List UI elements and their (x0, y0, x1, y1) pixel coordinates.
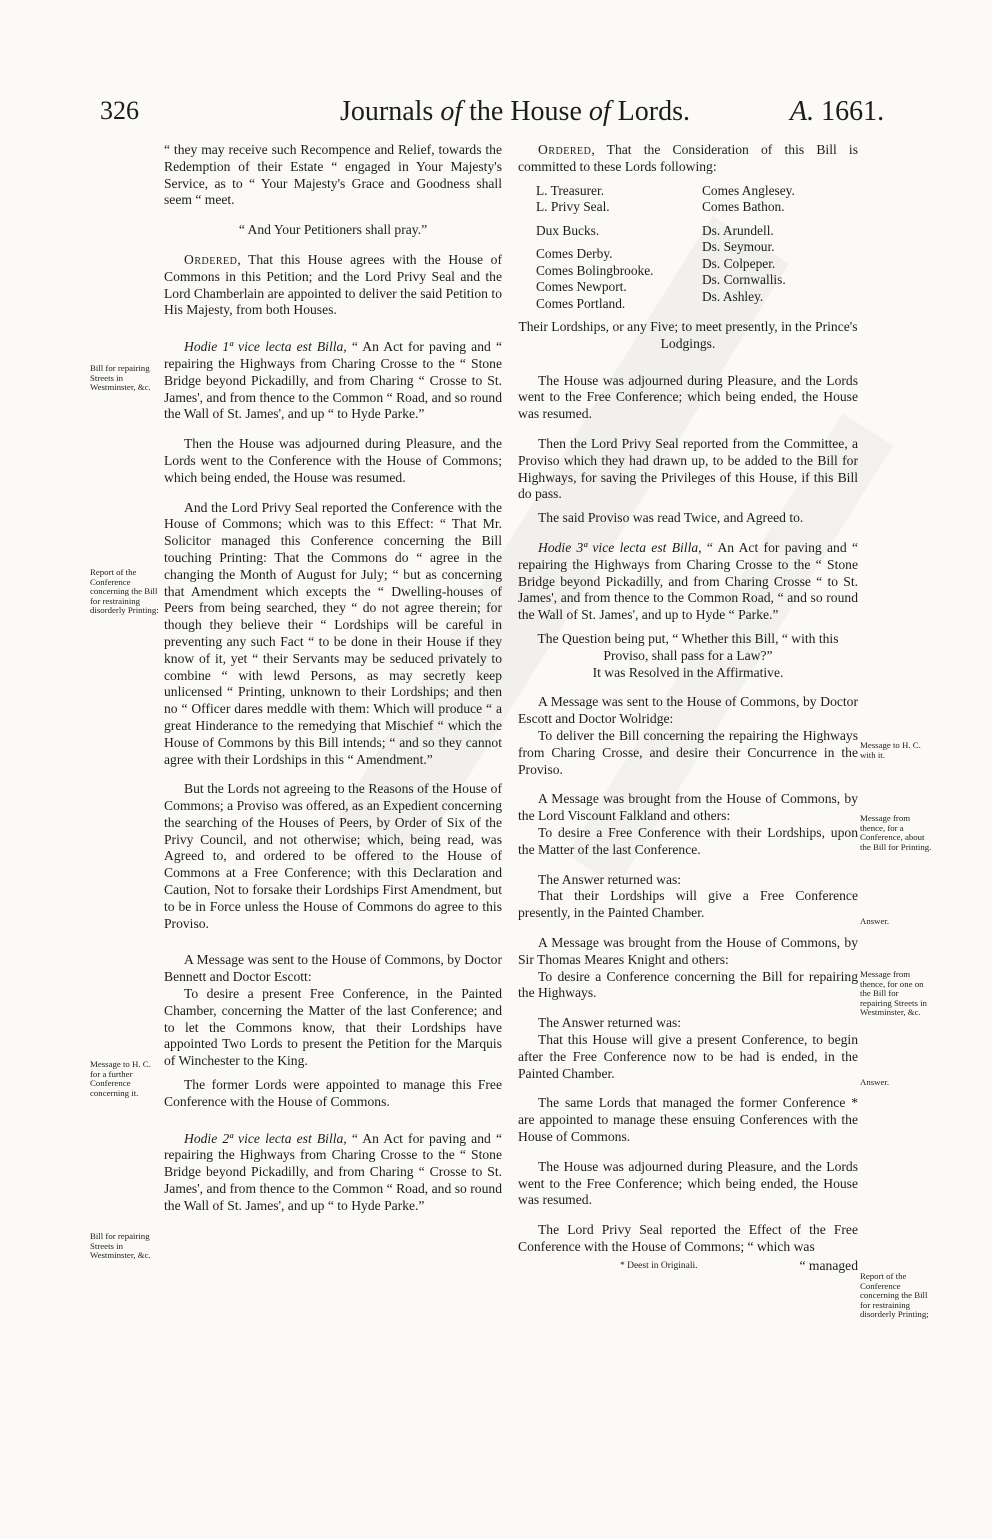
margin-note-bill-streets-2: Bill for repairing Streets in Westminster, &c. (90, 1231, 151, 1261)
former-lords: The former Lords were appointed to manage this Free Conference with the House of Commons. (164, 1077, 502, 1109)
message-content: To desire a present Free Conference, in the Painted Chamber, concerning the Matter of the last Conference; and to let the Commons know, that their Lordships have appointed Two Lords to present the Petition for the Marquis of Winchester to the King. (164, 986, 502, 1069)
question-put: The Question being put, “ Whether this Bill, “ with this Proviso, shall pass for a Law?” (537, 631, 839, 663)
conference-report: And the Lord Privy Seal reported the Conference with the House of Commons; which was to this Effect: “ That Mr. Solicitor managed this Conference concerning the Bill touching Printing: That the Commons do “ agree in the changing the Month of August for July; “ but as concerning that Amendment which excepts the “ Dwelling-houses of Peers from being searched, they “ do not agree therein; for though they believe their “ Lordships will be careful in preventing any such Fact “ to be done in their House if they know of it, yet “ their Servants may be seduced privately to combine “ with lewd Persons, as may secretly keep unlicensed “ Printing, unknown to their Lordships; and then no “ Officer dares meddle with them: Which will produce “ a great Hinderance to the remedying that Mischief “ which the House of Commons by this Bill intends; “ and so they cannot agree with their Lordships in this “ Amendment.” (164, 499, 502, 767)
report-effect: The Lord Privy Seal reported the Effect of the Free Conference with the House of Commons; “ which was (518, 1222, 858, 1254)
margin-note-answer-1: Answer. (860, 916, 890, 926)
answer-1: That their Lordships will give a Free Conference presently, in the Painted Chamber. (518, 888, 858, 921)
adjourned-free-conference: The House was adjourned during Pleasure, and the Lords went to the Free Conference; which being ended, the House was resumed. (518, 372, 858, 422)
running-title: Journals of the House of Lords. (340, 96, 690, 127)
desire-free-conference: To desire a Free Conference with their Lordships, upon the Matter of the last Conference. (518, 825, 858, 857)
desire-conference: To desire a Conference concerning the Bill for repairing the Highways. (518, 968, 858, 1001)
year: A. 1661. (790, 96, 885, 127)
running-header (0, 96, 992, 136)
lords-meet: Their Lordships, or any Five; to meet presently, in the Prince's Lodgings. (518, 319, 858, 351)
committee-proviso: Then the Lord Privy Seal reported from the Committee, a Proviso which they had drawn up, to be added to the Bill for Highways, for saving the Privileges of this House, if this Bill do pass. (518, 436, 858, 502)
lords-list-1: L. Treasurer. L. Privy Seal. Dux Bucks. Comes Derby. Comes Bolingbrooke. Comes Newport. Comes Portland. (536, 182, 654, 311)
bill-second-reading: Hodie 2ª vice lecta est Billa, “ An Act for paving and “ repairing the Highways from Charing Crosse to the “ Stone Bridge beyond Pickadilly, and from Charing “ Crosse to St. James', and from thence to the Common “ Road, and so round the Wall of St. James', and up “ to Hyde Parke.” (164, 1130, 502, 1213)
order-committee: Ordered, That the Consideration of this Bill is committed to these Lords following: (518, 142, 858, 174)
margin-note-message-printing: Message from thence, for a Conference, about the Bill for Printing. (860, 813, 932, 852)
message-escott: A Message was sent to the House of Commons, by Doctor Escott and Doctor Wolridge: (518, 694, 858, 727)
right-column (518, 142, 858, 1275)
proviso-agreed: The said Proviso was read Twice, and Agreed to. (538, 510, 804, 526)
lords-list-2: Comes Anglesey. Comes Bathon. Ds. Arundell. Ds. Seymour. Ds. Colpeper. Ds. Cornwallis. Ds. Ashley. (702, 182, 795, 304)
margin-note-report-printing-2: Report of the Conference concerning the Bill for restraining disorderly Printing; (860, 1271, 929, 1320)
order-petition: Ordered, That this House agrees with the House of Commons in this Petition; and the Lord Privy Seal and the Lord Chamberlain are appointed to deliver the said Petition to His Majesty, from both Houses. (164, 251, 502, 318)
resolved: It was Resolved in the Affirmative. (592, 664, 784, 680)
page-number: 326 (100, 96, 139, 125)
petition-pray: “ And Your Petitioners shall pray.” (238, 222, 428, 238)
answer-2: That this House will give a present Conference, to begin after the Free Conference now to be had is ended, in the Painted Chamber. (518, 1031, 858, 1081)
message-commons: A Message was sent to the House of Commons, by Doctor Bennett and Doctor Escott: (164, 952, 502, 985)
catchword: “ managed (799, 1257, 858, 1273)
margin-note-message-streets: Message from thence, for one on the Bill for repairing Streets in Westminster, &c. (860, 969, 927, 1018)
adjourned-paragraph: Then the House was adjourned during Pleasure, and the Lords went to the Conference with the House of Commons; which being ended, the House was resumed. (164, 436, 502, 485)
same-lords: The same Lords that managed the former Conference * are appointed to manage these ensuing Conferences with the House of Commons. (518, 1095, 858, 1144)
margin-note-message-further: Message to H. C. for a further Conference concerning it. (90, 1059, 151, 1098)
bill-third-reading: Hodie 3ª vice lecta est Billa, “ An Act for paving and “ repairing the Highways from Charing Crosse to the “ Stone Bridge beyond Pickadilly, and from Charing Crosse “ to St. James', and from thence to the Common Road, “ and so round the Wall of St. James', and up to Hyde “ Parke.” (518, 540, 858, 623)
adjourned-again: The House was adjourned during Pleasure, and the Lords went to the Free Conference; which being ended, the House was resumed. (518, 1158, 858, 1208)
proviso-paragraph: But the Lords not agreeing to the Reasons of the House of Commons; a Proviso was offered, as an Expedient concerning the searching of the Houses of Peers, by Order of Six of the Privy Council, and not otherwise; which, being read, was Agreed to, and ordered to be offered to the House of Commons at a Free Conference; with this Declaration and Caution, Not to forsake their Lordships First Amendment, but to be in Force unless the House of Commons do agree to this Proviso. (164, 781, 502, 931)
margin-note-report-printing: Report of the Conference concerning the Bill for restraining disorderly Printing: (90, 567, 159, 616)
message-meares: A Message was brought from the House of Commons, by Sir Thomas Meares Knight and others: (518, 935, 858, 967)
petition-end: “ they may receive such Recompence and Relief, towards the Redemption of their Estate “ engaged in Your Majesty's Service, as to “ Your Majesty's Grace and Goodness shall seem “ meet. (164, 142, 502, 208)
margin-note-message-with-it: Message to H. C. with it. (860, 740, 921, 760)
left-column (164, 142, 502, 1215)
answer-label-2: The Answer returned was: (538, 1015, 682, 1031)
footnote: * Deest in Originali. (619, 1260, 698, 1271)
answer-label-1: The Answer returned was: (538, 871, 682, 887)
margin-note-bill-streets: Bill for repairing Streets in Westminster, &c. (90, 363, 151, 393)
committee-lords (518, 183, 858, 313)
message-falkland: A Message was brought from the House of Commons, by the Lord Viscount Falkland and others: (518, 791, 858, 824)
message-deliver: To deliver the Bill concerning the repairing the Highways from Charing Crosse, and desire their Concurrence in the Proviso. (518, 728, 858, 777)
bill-first-reading: Hodie 1ª vice lecta est Billa, “ An Act for paving and “ repairing the Highways from Charing Crosse to the “ Stone Bridge beyond Pickadilly, and from Charing “ Crosse to St. James', and from thence to the Common “ Road, and so round the Wall of St. James', and up “ to Hyde Parke.” (164, 339, 502, 422)
margin-note-answer-2: Answer. (860, 1077, 890, 1087)
